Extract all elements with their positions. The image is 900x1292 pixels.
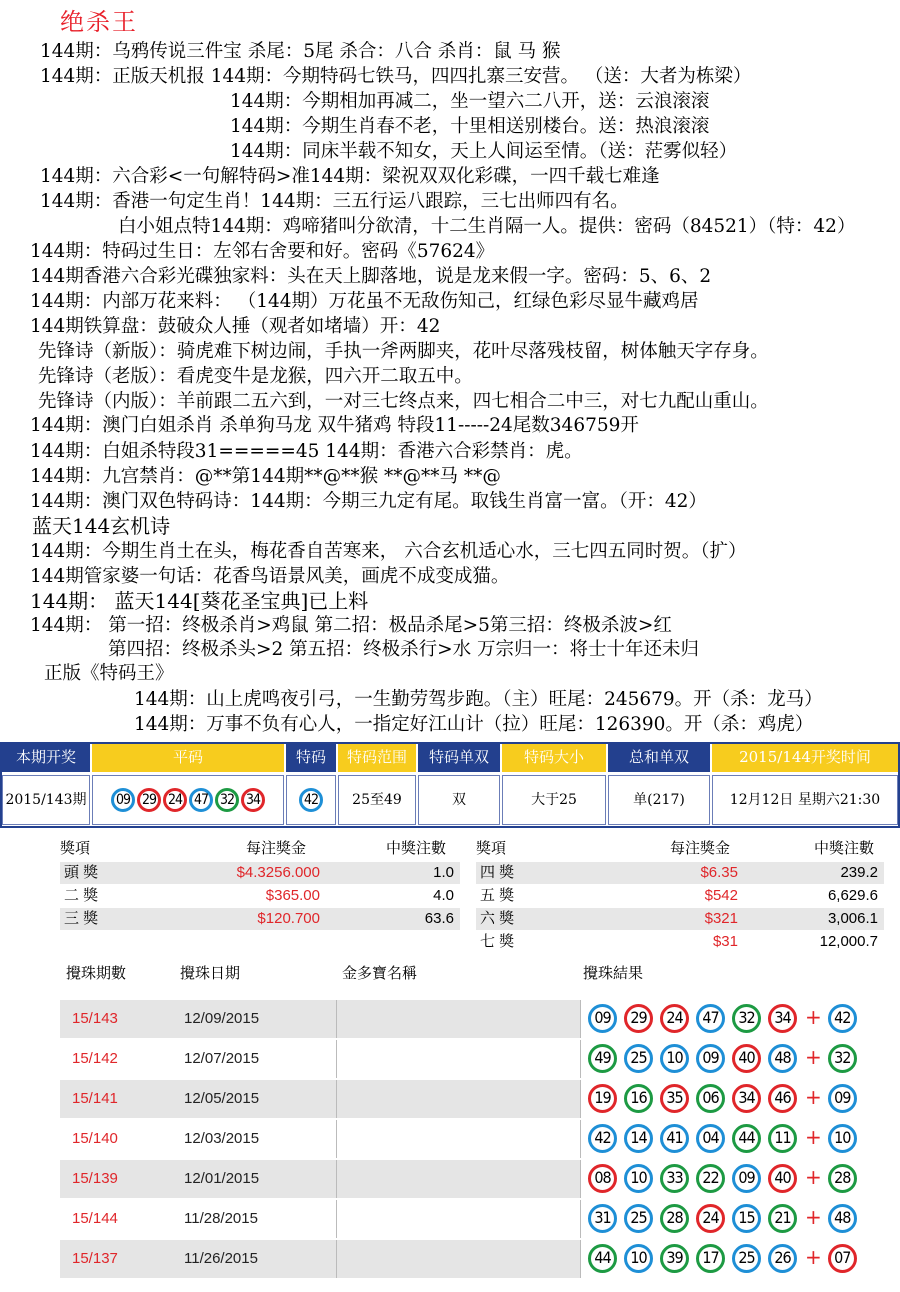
prize-count: 6,629.6 [827,887,878,904]
text-line: 第四招：终极杀头>2 第五招：终极杀行>水 万宗归一：将士十年还未归 [108,639,700,660]
text-line: 正版《特码王》 [44,663,174,684]
history-row [60,1000,884,1038]
header-special-odd-even: 特码单双 [418,742,500,772]
special-ball: 28 [828,1164,857,1193]
header-special-range: 特码范围 [338,742,416,772]
number-ball: 25 [624,1044,653,1073]
number-ball: 29 [137,788,161,812]
draw-result-balls [580,1160,885,1198]
draw-date: 11/26/2015 [184,1250,258,1267]
text-line: 144期：今期相加再减二，坐一望六二八开，送：云浪滚滚 [230,91,710,112]
prize-name: 五 獎 [480,887,515,904]
history-header-name: 金多寶名稱 [342,964,418,982]
column-divider [336,1000,337,1038]
number-ball: 26 [768,1244,797,1273]
prize-row [60,908,460,930]
number-ball: 34 [241,788,265,812]
header-next-draw-time: 2015/144开奖时间 [712,742,898,772]
prize-count: 239.2 [840,864,878,881]
number-ball: 44 [732,1124,761,1153]
draw-date: 11/28/2015 [184,1210,258,1227]
draw-result-balls [580,1200,885,1238]
text-line: 144期：今期生肖土在头，梅花香自苦寒来， 六合玄机适心水，三七四五同时贺。（扩） [30,541,747,562]
draw-result-balls [580,1240,885,1278]
number-ball: 10 [660,1044,689,1073]
prize-row [60,862,460,884]
text-line: 144期：山上虎鸣夜引弓，一生勤劳驾步跑。（主）旺尾：245679。开（杀：龙马） [134,689,823,710]
text-line: 144期：六合彩<一句解特码>准144期：梁祝双双化彩碟，一四千载七难逢 [40,166,660,187]
draw-date: 12/01/2015 [184,1170,260,1187]
history-row [60,1120,884,1158]
history-header-issue: 攪珠期數 [66,964,127,982]
header-amount: 每注獎金 [670,840,731,857]
number-ball: 09 [732,1164,761,1193]
text-line: 144期： 蓝天144[葵花圣宝典]已上料 [30,589,369,613]
prize-count: 63.6 [424,910,454,927]
draw-issue: 15/137 [72,1250,118,1267]
special-range: 25至49 [338,775,416,825]
special-odd-even: 双 [418,775,500,825]
number-ball: 34 [732,1084,761,1113]
prize-name: 七 獎 [480,933,515,950]
prize-table-left [60,838,460,938]
draw-issue: 15/143 [72,1010,118,1027]
draw-issue: 15/140 [72,1130,118,1147]
text-line: 144期：九宫禁肖：@**第144期**@**猴 **@**马 **@ [30,466,501,487]
text-line: 144期： 第一招：终极杀肖>鸡鼠 第二招：极品杀尾>5第三招：终极杀波>红 [30,615,672,636]
plus-sign: + [805,1124,822,1149]
column-divider [336,1080,337,1118]
number-ball: 35 [660,1084,689,1113]
draw-date: 12/05/2015 [184,1090,260,1107]
column-divider [336,1240,337,1278]
draw-result-balls [580,1080,885,1118]
text-line: 144期：乌鸦传说三件宝 杀尾：5尾 杀合：八合 杀肖：鼠 马 猴 [40,41,561,62]
number-ball: 04 [696,1124,725,1153]
draw-issue: 15/141 [72,1090,118,1107]
draw-result-balls [580,1040,885,1078]
number-ball: 31 [588,1204,617,1233]
number-ball: 24 [660,1004,689,1033]
history-row [60,1200,884,1238]
number-ball: 10 [624,1244,653,1273]
text-line: 144期：同床半载不知女，天上人间运至情。（送：茫雾似轻） [230,141,738,162]
text-line: 144期：今期生肖春不老，十里相送别楼台。送：热浪滚滚 [230,116,710,137]
history-row [60,1240,884,1278]
special-ball: 10 [828,1124,857,1153]
plus-sign: + [805,1204,822,1229]
text-line: 144期铁算盘：鼓破众人捶（观者如堵墙）开：42 [30,316,441,337]
number-ball: 09 [588,1004,617,1033]
plus-sign: + [805,1244,822,1269]
number-ball: 09 [696,1044,725,1073]
header-special-number: 特码 [286,742,336,772]
history-header-date: 攪珠日期 [180,964,241,982]
number-ball: 39 [660,1244,689,1273]
column-divider [336,1120,337,1158]
draw-issue: 15/144 [72,1210,118,1227]
prize-header-left [60,838,460,860]
prize-name: 三 獎 [64,910,99,927]
number-ball: 24 [163,788,187,812]
prize-amount: $542 [704,887,738,904]
history-header-result: 攪珠結果 [583,964,644,982]
number-ball: 32 [732,1004,761,1033]
number-ball: 15 [732,1204,761,1233]
column-divider [336,1160,337,1198]
column-divider [336,1040,337,1078]
prize-count: 3,006.1 [827,910,878,927]
number-ball: 24 [696,1204,725,1233]
text-line: 144期香港六合彩光碟独家料：头在天上脚落地，说是龙来假一字。密码：5、6、2 [30,266,712,287]
number-ball: 06 [696,1084,725,1113]
prize-row [476,862,884,884]
current-issue: 2015/143期 [2,775,90,825]
plus-sign: + [805,1084,822,1109]
header-special-big-small: 特码大小 [502,742,606,772]
number-ball: 41 [660,1124,689,1153]
text-line: 144期：澳门白姐杀肖 杀单狗马龙 双牛猪鸡 特段11-----24尾数346759开 [30,415,639,436]
number-ball: 25 [624,1204,653,1233]
column-divider [336,1200,337,1238]
number-ball: 49 [588,1044,617,1073]
number-ball: 17 [696,1244,725,1273]
prize-amount: $321 [704,910,738,927]
header-prize: 獎項 [60,840,91,857]
prize-amount: $4.3256.000 [236,864,320,881]
number-ball: 29 [624,1004,653,1033]
special-ball: 48 [828,1204,857,1233]
prize-name: 六 獎 [480,910,515,927]
number-ball: 46 [768,1084,797,1113]
number-ball: 44 [588,1244,617,1273]
draw-result-balls [580,1000,885,1038]
prize-row [60,885,460,907]
number-ball: 48 [768,1044,797,1073]
text-line: 144期：万事不负有心人，一指定好江山计（拉）旺尾：126390。开（杀：鸡虎） [134,714,814,735]
draw-result-balls [580,1120,885,1158]
number-ball: 32 [215,788,239,812]
number-ball: 34 [768,1004,797,1033]
history-row [60,1080,884,1118]
number-ball: 09 [111,788,135,812]
page-title: 绝杀王 [60,8,138,36]
special-ball: 07 [828,1244,857,1273]
prize-name: 頭 獎 [64,864,99,881]
number-ball: 22 [696,1164,725,1193]
header-amount: 每注獎金 [246,840,307,857]
number-ball: 47 [696,1004,725,1033]
prize-row [476,908,884,930]
prize-amount: $120.700 [257,910,320,927]
text-line: 蓝天144玄机诗 [32,514,171,538]
number-ball: 40 [768,1164,797,1193]
result-bar-frame [0,742,900,828]
header-count: 中獎注數 [814,840,875,857]
number-ball: 42 [299,788,323,812]
number-ball: 21 [768,1204,797,1233]
number-ball: 10 [624,1164,653,1193]
prize-amount: $31 [712,933,738,950]
header-normal-numbers: 平码 [92,742,284,772]
sum-odd-even: 单(217) [608,775,710,825]
header-current-draw: 本期开奖 [2,742,90,772]
draw-date: 12/03/2015 [184,1130,260,1147]
text-line: 白小姐点特144期：鸡啼猪叫分欲清，十二生肖隔一人。提供：密码（84521）（特：42） [118,216,856,237]
text-line: 先锋诗（内版）：羊前跟二五六到，一对三七终点来，四七相合二中三，对七九配山重山。 [38,391,769,412]
number-ball: 19 [588,1084,617,1113]
prize-table-right [476,838,884,958]
number-ball: 40 [732,1044,761,1073]
text-line: 144期：澳门双色特码诗：144期：今期三九定有尾。取钱生肖富一富。（开：42） [30,491,707,512]
prize-row [476,885,884,907]
special-big-small: 大于25 [502,775,606,825]
special-ball: 42 [828,1004,857,1033]
number-ball: 14 [624,1124,653,1153]
text-line: 先锋诗（新版）：骑虎难下树边闹，手执一斧两脚夹，花叶尽落残枝留，树体触天字存身。 [38,341,769,362]
text-line: 144期：正版天机报 144期：今期特码七铁马，四四扎寨三安营。 （送：大者为栋梁） [40,66,752,87]
text-line: 144期：香港一句定生肖！144期：三五行运八跟踪，三七出师四有名。 [40,191,629,212]
history-row [60,1040,884,1078]
header-prize: 獎項 [476,840,507,857]
text-line: 144期：白姐杀特段31=====45 144期：香港六合彩禁肖：虎。 [30,441,583,462]
draw-date: 12/09/2015 [184,1010,260,1027]
number-ball: 47 [189,788,213,812]
prize-row [476,931,884,953]
text-line: 144期：特码过生日：左邻右舍要和好。密码《57624》 [30,241,495,262]
text-line: 144期：内部万花来料： （144期）万花虽不无敌伤知己，红绿色彩尽显牛藏鸡居 [30,291,699,312]
special-ball: 09 [828,1084,857,1113]
prize-count: 12,000.7 [819,933,878,950]
prize-count: 4.0 [433,887,454,904]
special-ball: 32 [828,1044,857,1073]
prize-name: 四 獎 [480,864,515,881]
prize-count: 1.0 [433,864,454,881]
plus-sign: + [805,1164,822,1189]
number-ball: 08 [588,1164,617,1193]
draw-issue: 15/139 [72,1170,118,1187]
number-ball: 25 [732,1244,761,1273]
number-ball: 42 [588,1124,617,1153]
number-ball: 16 [624,1084,653,1113]
draw-date: 12/07/2015 [184,1050,260,1067]
text-line: 144期管家婆一句话：花香鸟语景风美，画虎不成变成猫。 [30,566,510,587]
draw-issue: 15/142 [72,1050,118,1067]
plus-sign: + [805,1044,822,1069]
number-ball: 11 [768,1124,797,1153]
draw-result-bar [0,742,900,828]
header-count: 中獎注數 [386,840,447,857]
header-sum-odd-even: 总和单双 [608,742,710,772]
prize-header-right [476,838,884,860]
number-ball: 28 [660,1204,689,1233]
text-line: 先锋诗（老版）：看虎变牛是龙猴，四六开二取五中。 [38,366,473,387]
prize-amount: $6.35 [700,864,738,881]
prize-amount: $365.00 [265,887,320,904]
history-row [60,1160,884,1198]
plus-sign: + [805,1004,822,1029]
prize-name: 二 獎 [64,887,99,904]
number-ball: 33 [660,1164,689,1193]
next-draw-time: 12月12日 星期六21:30 [712,775,898,825]
